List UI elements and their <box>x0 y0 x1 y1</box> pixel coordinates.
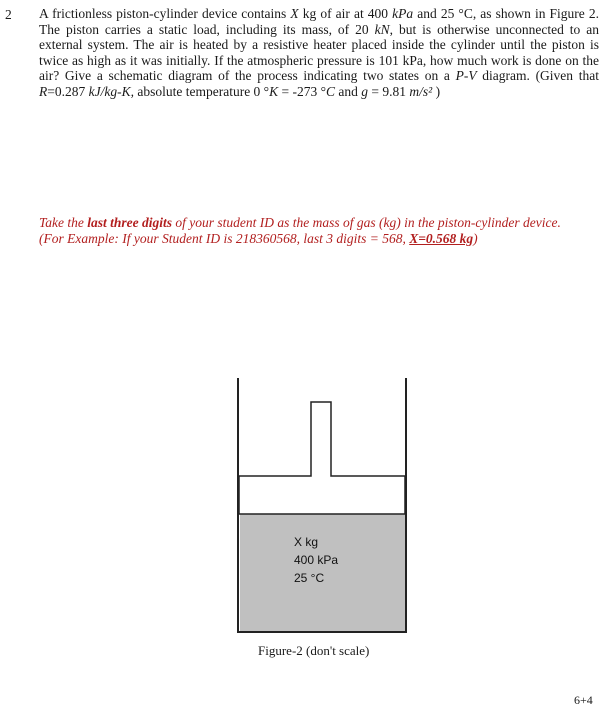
question-text-part: and <box>335 83 362 99</box>
question-text-part: A frictionless piston-cylinder device contains <box>39 6 291 21</box>
question-text-italic: kPa <box>392 6 414 21</box>
question-text-italic: kN <box>374 21 390 37</box>
question-text <box>39 6 599 100</box>
question-text-part: = -273 ° <box>278 83 326 99</box>
gas-mass-label: X kg <box>294 535 319 549</box>
question-text-part: absolute temperature 0 ° <box>133 83 270 99</box>
figure-caption: Figure-2 (don't scale) <box>258 643 370 658</box>
gas-temperature-label: 25 °C <box>294 571 325 585</box>
instruction-line-2 <box>39 231 599 247</box>
question-text-italic: g <box>361 83 369 99</box>
instruction-emphasis: last three digits <box>87 215 173 230</box>
question-text-italic: P-V <box>455 68 477 84</box>
question-text-italic: m/s² <box>409 83 433 99</box>
gas-pressure-label: 400 kPa <box>294 553 339 567</box>
marks-allocation: 6+4 <box>574 693 593 707</box>
question-text-italic: K <box>269 83 279 99</box>
instruction-text: ) <box>473 231 478 246</box>
piston-cylinder-diagram <box>230 378 415 640</box>
question-text-part: and 25 °C, as shown in Figure 2. The piston carries a static load, including its mass, of 20 <box>39 6 600 37</box>
question-text-part: ) <box>432 83 441 99</box>
question-text-part: diagram. (Given that <box>476 68 599 84</box>
instruction-text: (For Example: If your Student ID is 218360568, last 3 digits = 568, <box>39 231 410 246</box>
instruction-line-1 <box>39 215 599 231</box>
question-text-italic: R <box>39 83 48 99</box>
question-number: 2 <box>5 7 12 22</box>
example-value: X=0.568 kg <box>409 231 474 246</box>
instruction-note <box>39 215 599 247</box>
instruction-text: Take the <box>39 215 88 230</box>
question-text-part: =0.287 <box>47 83 89 99</box>
question-text-part: , but is otherwise unconnected to an external system. The air is heated by a resistive heater placed inside the cylinder until the piston is twice as high as it was initially. If the atmospheric pressure is 101 kPa, how much work is done on the air? Give a schematic diagram of the process indicating two states on a <box>39 21 600 84</box>
question-text-part: kg of air at 400 <box>298 6 393 21</box>
question-text-part: = 9.81 <box>368 83 410 99</box>
instruction-text: of your student ID as the mass of gas (kg) in the piston-cylinder device. <box>172 215 561 230</box>
piston-body <box>239 402 405 514</box>
piston-cylinder-figure <box>230 378 415 640</box>
question-text-italic: X <box>290 6 299 21</box>
question-text-italic: C <box>326 83 336 99</box>
question-text-italic: kJ/kg-K, <box>88 83 134 99</box>
